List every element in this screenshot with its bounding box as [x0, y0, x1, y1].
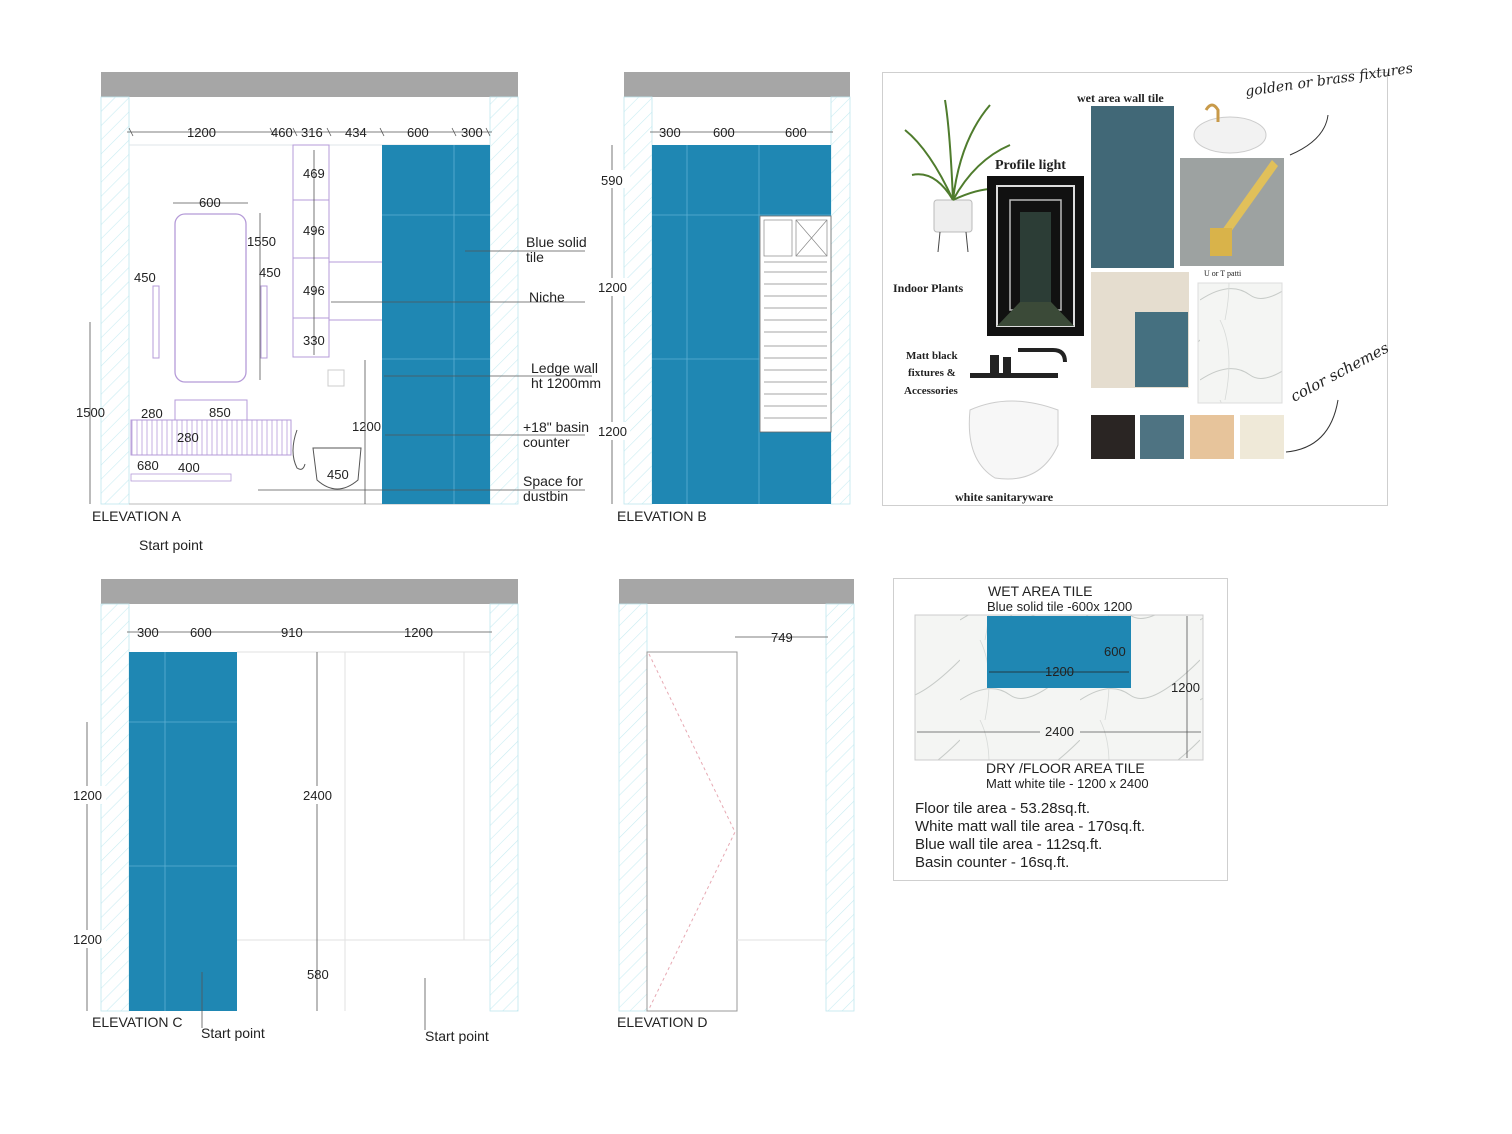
side-gap-right: 450	[259, 265, 281, 280]
ceiling-slab-b	[624, 72, 850, 97]
dim-a-316: 316	[301, 125, 323, 140]
dim-b-600b: 600	[785, 125, 807, 140]
dim-c-910: 910	[281, 625, 303, 640]
door	[647, 652, 826, 1011]
profile-light-image	[987, 176, 1084, 336]
matt-black-label-3: Accessories	[904, 385, 958, 397]
dim-b-300: 300	[659, 125, 681, 140]
light-strip-left	[153, 286, 159, 358]
total-height: 1500	[76, 405, 105, 420]
lower-400: 400	[178, 460, 200, 475]
callout-dustbin-1: Space for	[523, 473, 583, 489]
blue-tile-wall	[382, 145, 490, 504]
blue-tile-width: 1200	[1045, 664, 1074, 679]
window-louver	[760, 216, 831, 432]
dim-a-1200: 1200	[187, 125, 216, 140]
black-fixtures-image	[970, 350, 1065, 378]
dim-a-434: 434	[345, 125, 367, 140]
dim-b-1200a: 1200	[598, 280, 627, 295]
dim-c-1200a: 1200	[73, 788, 102, 803]
wall-hatch-left	[101, 97, 129, 504]
wall-hatch-right	[490, 97, 518, 504]
wet-area-sub: Blue solid tile -600x 1200	[987, 599, 1133, 614]
callout-ledge-2: ht 1200mm	[531, 375, 602, 391]
callout-dustbin-2: dustbin	[523, 488, 569, 504]
u-patti-image	[1180, 158, 1284, 266]
niche-330: 330	[303, 333, 325, 348]
white-sanitaryware-label: white sanitaryware	[955, 490, 1054, 504]
floor-tile-area: Floor tile area - 53.28sq.ft.	[915, 800, 1091, 817]
callout-basin-2: counter	[523, 434, 570, 450]
tile-spec	[915, 583, 1203, 791]
elevation-d-title: ELEVATION D	[617, 1014, 708, 1030]
elevation-d	[617, 579, 854, 1030]
callout-niche: Niche	[529, 289, 565, 305]
profile-light-label: Profile light	[995, 158, 1066, 173]
niche-496b: 496	[303, 283, 325, 298]
dim-a-300: 300	[461, 125, 483, 140]
callout-ledge-1: Ledge wall	[531, 360, 598, 376]
door-height: 2400	[303, 788, 332, 803]
wet-area-title: WET AREA TILE	[988, 583, 1093, 599]
mirror-height: 1550	[247, 234, 276, 249]
dim-b-1200b: 1200	[598, 424, 627, 439]
dry-area-sub: Matt white tile - 1200 x 2400	[986, 776, 1149, 791]
ceiling-slab-d	[619, 579, 854, 604]
tile-area-summary	[915, 800, 1145, 872]
elevation-a-start-point: Start point	[139, 537, 203, 553]
blue-tile-height: 600	[1104, 644, 1126, 659]
wc-height: 1200	[352, 419, 381, 434]
dim-b-590: 590	[601, 173, 623, 188]
callout-blue-tile-1: Blue solid	[526, 234, 587, 250]
niche-469: 469	[303, 166, 325, 181]
basin-counter-area: Basin counter - 16sq.ft.	[915, 854, 1070, 871]
niche-496a: 496	[303, 223, 325, 238]
basin-counter	[131, 420, 291, 455]
dim-c-600: 600	[190, 625, 212, 640]
swatch-4	[1240, 415, 1284, 459]
dim-c-1200b: 1200	[73, 932, 102, 947]
dim-d-749: 749	[771, 630, 793, 645]
callout-blue-tile-2: tile	[526, 249, 544, 265]
basin-image	[1194, 105, 1266, 153]
elevation-b	[594, 72, 850, 524]
elevation-c-start-point-2: Start point	[425, 1028, 489, 1044]
blue-wall-tile-area: Blue wall tile area - 112sq.ft.	[915, 836, 1103, 853]
swatch-3	[1190, 415, 1234, 459]
u-patti-label: U or T patti	[1204, 269, 1242, 278]
matt-black-label-2: fixtures &	[908, 367, 956, 379]
dim-a-460: 460	[271, 125, 293, 140]
dim-c-1200: 1200	[404, 625, 433, 640]
elevation-a-title: ELEVATION A	[92, 508, 181, 524]
white-wall-tile-area: White matt wall tile area - 170sq.ft.	[915, 818, 1146, 835]
dim-c-300: 300	[137, 625, 159, 640]
moodboard	[893, 61, 1414, 504]
wc-width: 450	[327, 467, 349, 482]
elevation-c	[70, 579, 518, 1044]
door-lower: 580	[307, 967, 329, 982]
mirror-width: 600	[199, 195, 221, 210]
counter-280b: 280	[177, 430, 199, 445]
sanitaryware-image	[969, 401, 1058, 479]
elevation-b-title: ELEVATION B	[617, 508, 707, 524]
swatch-1	[1091, 415, 1135, 459]
elevation-a	[76, 72, 601, 553]
lower-680: 680	[137, 458, 159, 473]
marble-tile-sample	[1198, 283, 1282, 403]
ceiling-slab	[101, 72, 518, 97]
matt-black-label-1: Matt black	[906, 350, 958, 362]
ceiling-slab-c	[101, 579, 518, 604]
white-tile-width: 2400	[1045, 724, 1074, 739]
counter-width: 850	[209, 405, 231, 420]
elevation-c-title: ELEVATION C	[92, 1014, 183, 1030]
color-schemes-label: color schemes	[1287, 338, 1392, 406]
indoor-plants-label: Indoor Plants	[893, 281, 964, 295]
side-gap-left: 450	[134, 270, 156, 285]
counter-280a: 280	[141, 406, 163, 421]
dry-area-title: DRY /FLOOR AREA TILE	[986, 760, 1145, 776]
mirror	[175, 214, 246, 382]
golden-fixtures-label: golden or brass fixtures	[1244, 60, 1414, 100]
wet-area-wall-tile-label: wet area wall tile	[1077, 91, 1164, 105]
elevation-c-start-point-1: Start point	[201, 1025, 265, 1041]
blue-tile-wall-c	[129, 652, 237, 1011]
light-strip-right	[261, 286, 267, 358]
dim-a-600: 600	[407, 125, 429, 140]
swatch-2	[1140, 415, 1184, 459]
dim-b-600a: 600	[713, 125, 735, 140]
wet-tile-sample	[1091, 106, 1174, 268]
white-tile-height: 1200	[1171, 680, 1200, 695]
callout-basin-1: +18" basin	[523, 419, 590, 435]
